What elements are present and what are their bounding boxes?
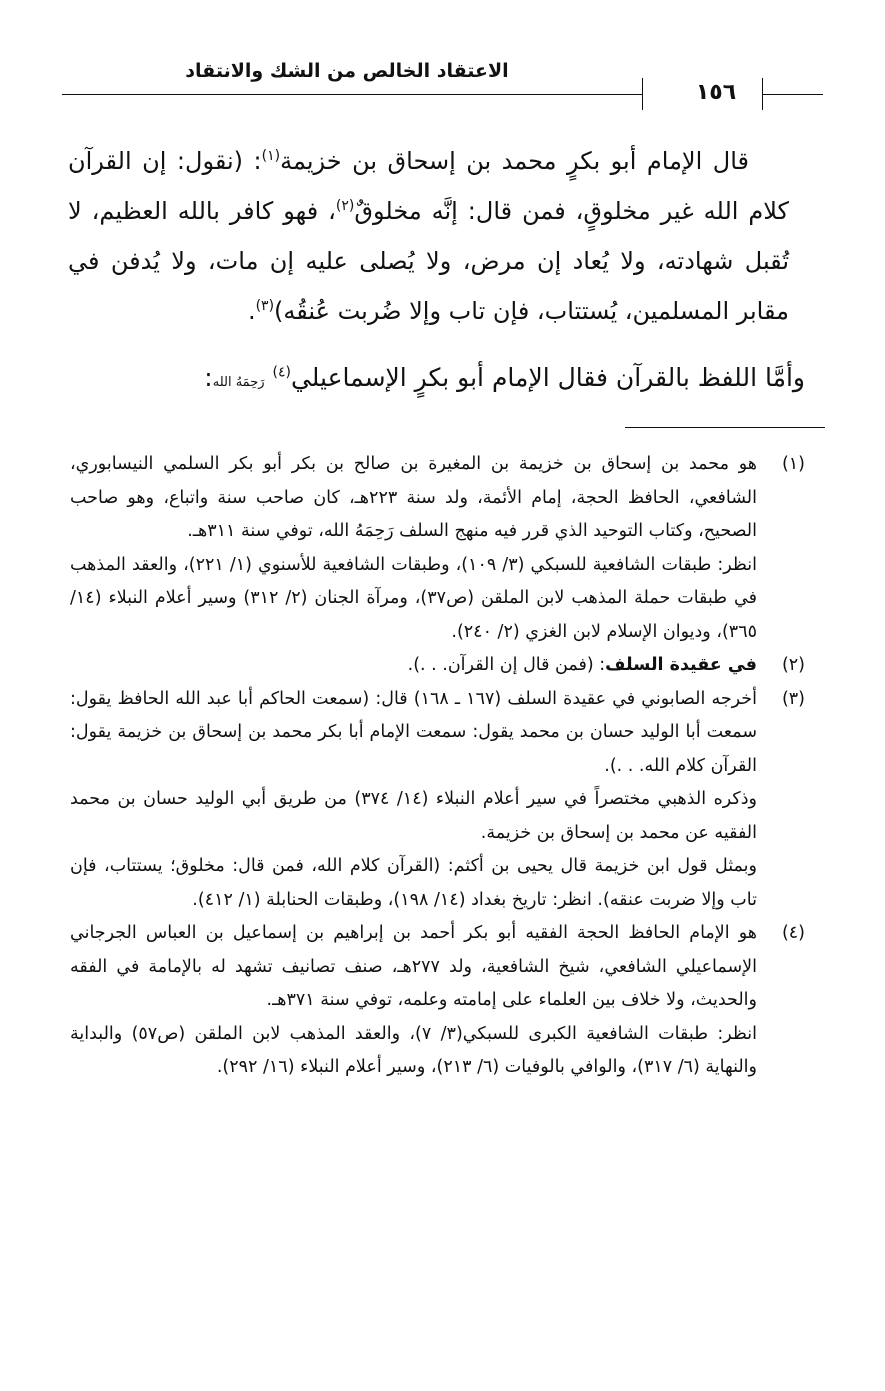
main-text-segment: : (نقول: إن القرآن كلام الله غير مخلوقٍ، فمن قال: إنَّه مخلوقٌ bbox=[68, 147, 789, 225]
footnote-paragraph: وبمثل قول ابن خزيمة قال يحيى بن أكثم: (القرآن كلام الله، فمن قال: مخلوق؛ يستتاب، فإن تاب وإلا ضربت عنقه). انظر: تاريخ بغداد (١٤/ ١٩٨)، وطبقات الحنابلة (١/ ٤١٢). bbox=[70, 856, 757, 910]
section-intro-line bbox=[70, 356, 805, 405]
footnote-ref[interactable]: (٤) bbox=[272, 364, 291, 381]
footnote-4 bbox=[70, 917, 805, 1085]
section-intro-text: وأمَّا اللفظ بالقرآن فقال الإمام أبو بكرٍ الإسماعيلي bbox=[290, 363, 805, 392]
header-divider bbox=[762, 78, 763, 110]
footnote-paragraph: وذكره الذهبي مختصراً في سير أعلام النبلاء (١٤/ ٣٧٤) من طريق أبي الوليد حسان بن محمد الفقيه عن محمد بن إسحاق بن خزيمة. bbox=[70, 789, 757, 843]
footnote-paragraph: أخرجه الصابوني في عقيدة السلف (١٦٧ ـ ١٦٨) قال: (سمعت الحاكم أبا عبد الله الحافظ يقول: سمعت أبا الوليد حسان بن محمد يقول: سمعت الإمام أبا بكر محمد بن إسحاق بن خزيمة يقول: القرآن كلام الله. . .). bbox=[70, 688, 757, 776]
footnote-paragraph: هو الإمام الحافظ الحجة الفقيه أبو بكر أحمد بن إبراهيم بن إسماعيل بن العباس الجرجاني الإسماعيلي الشافعي، شيخ الشافعية، ولد ٢٧٧هـ، صنف تصانيف تشهد له بالإمامة في الفقه والحديث، ولا خلاف بين العلماء على إمامته وعلمه، توفي سنة ٣٧١هـ. bbox=[70, 923, 757, 1010]
footnote-ref[interactable]: (١) bbox=[261, 148, 281, 164]
footnote-paragraph: هو محمد بن إسحاق بن خزيمة بن المغيرة بن صالح بن بكر أبو بكر السلمي النيسابوري، الشافعي، الحافظ الحجة، إمام الأئمة، ولد سنة ٢٢٣هـ، كان صاحب سنة واتباع، وهو صاحب الصحيح، وكتاب التوحيد الذي قرر فيه منهج السلف رَحِمَهُ الله، توفي سنة ٣١١هـ. bbox=[70, 454, 758, 541]
footnotes bbox=[70, 448, 805, 1085]
header-rule bbox=[763, 94, 823, 95]
main-text bbox=[68, 136, 789, 336]
main-text-segment: . bbox=[247, 297, 256, 325]
main-paragraph bbox=[68, 136, 789, 336]
footnote-number: (١) bbox=[781, 454, 805, 474]
footnote-ref[interactable]: (٣) bbox=[255, 298, 275, 314]
running-header-title: الاعتقاد الخالص من الشك والانتقاد bbox=[185, 60, 509, 82]
footnote-paragraph: انظر: طبقات الشافعية الكبرى للسبكي(٣/ ٧)، والعقد المذهب لابن الملقن (ص٥٧) والبداية والنهاية (٦/ ٣١٧)، والوافي بالوفيات (٦/ ٢١٣)، وسير أعلام النبلاء (١٦/ ٢٩٢). bbox=[70, 1023, 758, 1077]
section-intro-colon: : bbox=[204, 363, 213, 392]
header-divider bbox=[642, 78, 643, 110]
page-number: ١٥٦ bbox=[695, 80, 737, 105]
main-text-segment: ، فهو كافر بالله العظيم، لا تُقبل شهادته، ولا يُعاد إن مرض، ولا يُصلى عليه إن مات، ولا يُدفن في مقابر المسلمين، يُستتاب، فإن تاب وإلا ضُربت عُنقُه) bbox=[68, 197, 789, 325]
footnote-paragraph: انظر: طبقات الشافعية للسبكي (٣/ ١٠٩)، وطبقات الشافعية للأسنوي (١/ ٢٢١)، والعقد المذهب في طبقات حملة المذهب لابن الملقن (ص٣٧)، ومرآة الجنان (٢/ ٣١٢) وسير أعلام النبلاء (١٤/ ٣٦٥)، وديوان الإسلام لابن الغزي (٢/ ٢٤٠). bbox=[70, 554, 758, 642]
footnote-number: (٢) bbox=[781, 655, 805, 675]
header-rule bbox=[62, 94, 642, 95]
honorific-glyph: رَحِمَهُ الله bbox=[212, 375, 265, 390]
footnote-bold-lead: في عقيدة السلف bbox=[605, 655, 757, 675]
footnote-number: (٣) bbox=[781, 688, 805, 709]
running-header bbox=[62, 56, 823, 112]
footnote-divider bbox=[625, 427, 825, 428]
footnote-1 bbox=[70, 448, 805, 649]
footnote-ref[interactable]: (٢) bbox=[335, 198, 355, 214]
footnote-number: (٤) bbox=[781, 923, 805, 943]
footnote-paragraph bbox=[70, 649, 757, 683]
footnote-2 bbox=[70, 649, 805, 683]
main-text-segment: قال الإمام أبو بكرٍ محمد بن إسحاق بن خزيمة bbox=[280, 147, 749, 175]
footnote-text: : (فمن قال إن القرآن. . .). bbox=[407, 655, 606, 675]
footnote-3 bbox=[70, 683, 805, 918]
